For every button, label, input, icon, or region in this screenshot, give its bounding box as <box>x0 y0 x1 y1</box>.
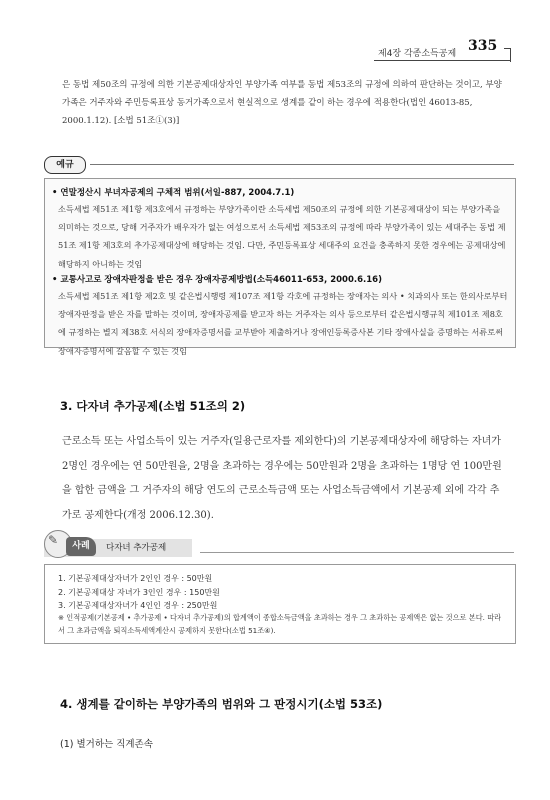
section-3-paragraph: 근로소득 또는 사업소득이 있는 거주자(일용근로자를 제외한다)의 기본공제대상자에 해당하는 자녀가 2명인 경우에는 연 50만원을, 2명을 초과하는 경우에는 50만원과 2명을 초과하는 1명당 연 100만원을 합한 금액을 그 거주자의 해당 연도의 근로소득금액 또는 사업소득금액에서 기본공제 외에 각각 추가로 공제한다(개정 2006.12.30). <box>62 436 502 521</box>
section-3-title: 3. 다자녀 추가공제(소법 51조의 2) <box>60 399 246 413</box>
case-label: 사례 <box>66 537 96 556</box>
section-4-title: 4. 생계를 같이하는 부양가족의 범위와 그 판정시기(소법 53조) <box>60 697 383 711</box>
example-item-2-body: 소득세법 제51조 제1항 제2호 및 같은법시행령 제107조 제1항 각호에 규정하는 장애자는 의사 • 치과의사 또는 한의사로부터 장애자판정을 받은 자를 말하는 것이며, 장애자공제를 받고자 하는 거주자는 의사 등으로부터 같은법시행규칙 제101조 제8호에 규정하는 별지 제38호 서식의 장애자증명서를 교부받아 제출하거나 장애인등록증사본 기타 장애사실을 증명하는 서류로써 장애자증명서에 갈음할 수 있는 것임 <box>58 291 508 356</box>
header-bracket <box>504 48 511 62</box>
example-badge: 예규 <box>44 156 86 174</box>
case-divider <box>200 552 514 553</box>
example-item-2-heading: • 교통사고로 장애자판정을 받은 경우 장애자공제방법(소득46011-653, 2000.6.16) <box>52 275 382 285</box>
pencil-icon: ✎ <box>48 533 59 547</box>
chapter-title: 제4장 각종소득공제 <box>378 49 457 59</box>
example-item-1-heading: • 연말정산시 부녀자공제의 구체적 범위(서일-887, 2004.7.1) <box>52 188 295 198</box>
case-item: 2. 기본공제대상 자녀가 3인인 경우 : 150만원 <box>58 587 220 597</box>
page-number: 335 <box>468 38 498 54</box>
section-4-sub-item: (1) 별거하는 직계존속 <box>60 739 153 750</box>
example-item-1-body: 소득세법 제51조 제1항 제3호에서 규정하는 부양가족이란 소득세법 제50조의 규정에 의한 기본공제대상이 되는 부양가족을 의미하는 것으로, 당해 거주자가 배우자가 없는 여성으로서 소득세법 제53조의 규정에 따라 부양가족이 있는 세대주는 동법 제51조 제1항 제3호의 추가공제대상에 해당하는 것임. 다만, 주민등록표상 세대주의 요건을 충족하지 못한 경우에는 공제대상에 해당하지 아니하는 것임 <box>58 204 506 269</box>
intro-paragraph: 은 동법 제50조의 규정에 의한 기본공제대상자인 부양가족 여부를 동법 제53조의 규정에 의하여 판단하는 것이고, 부양가족은 거주자와 주민등록표상 동거가족으로서 현실적으로 생계를 같이 하는 경우에 적용한다(법인 46013-85, 2000.1.12). [소법 51조①(3)] <box>62 80 502 126</box>
case-item: 1. 기본공제대상자녀가 2인인 경우 : 50만원 <box>58 574 213 583</box>
case-item: 3. 기본공제대상자녀가 4인인 경우 : 250만원 <box>58 601 218 610</box>
header-rule <box>374 60 510 61</box>
case-title: 다자녀 추가공제 <box>106 543 167 553</box>
case-item-list <box>58 572 220 613</box>
example-divider <box>90 164 514 165</box>
case-note: ※ 인적공제(기본공제 • 추가공제 • 다자녀 추가공제)의 합계액이 종합소득금액을 초과하는 경우 그 초과하는 공제액은 없는 것으로 본다. 따라서 그 초과금액을 퇴직소득세액계산시 공제하지 못한다(소법 51조④). <box>58 613 502 635</box>
